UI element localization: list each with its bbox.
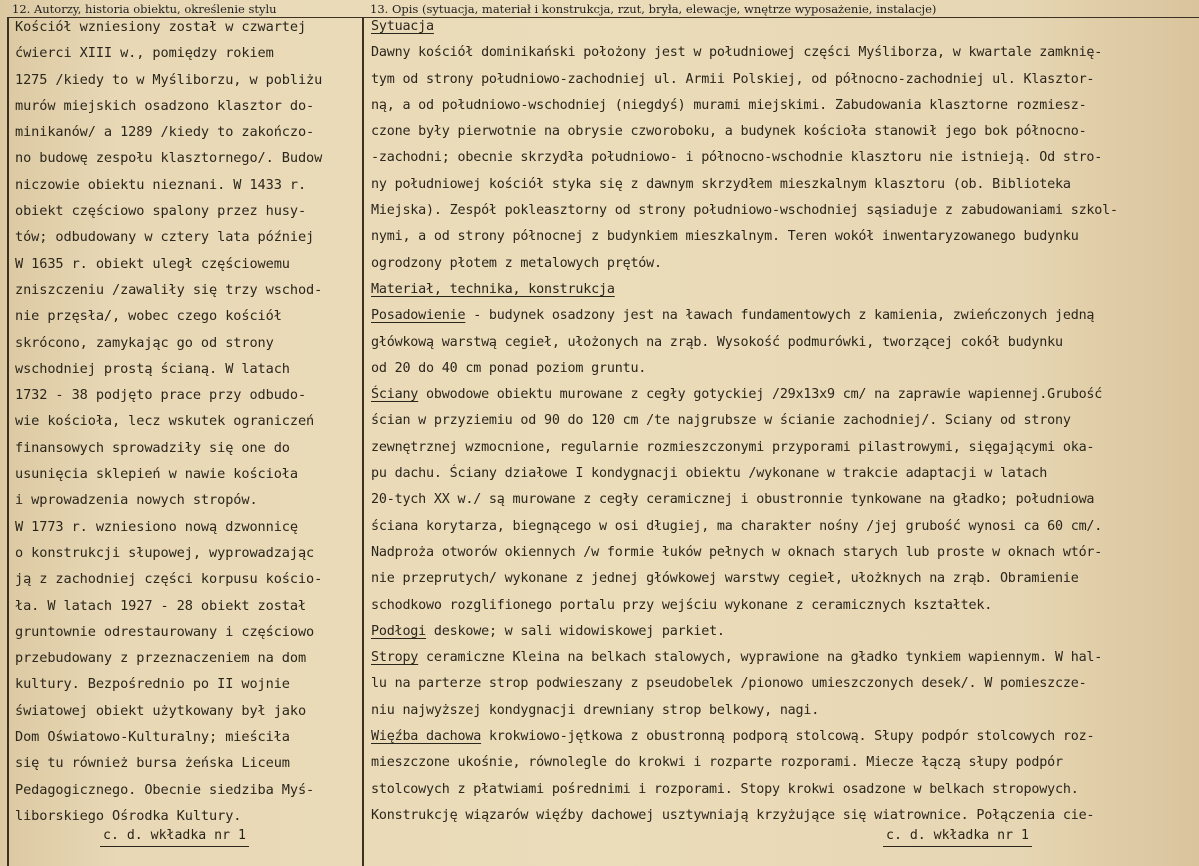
description-line xyxy=(371,145,1118,171)
description-text: Nadproża otworów okiennych /w formie łuków pełnych w oknach starych lub proste w oknach wtór- xyxy=(371,544,1103,560)
section-heading: Materiał, technika, konstrukcja xyxy=(371,281,615,297)
description-text: ściana korytarza, biegnącego w osi długiej, ma charakter nośny /jej grubość wynosi ca 60 cm/. xyxy=(371,518,1103,534)
section-heading: Stropy xyxy=(371,650,419,666)
description-text: nymi, a od strony północnej z budynkiem mieszkalnym. Teren wokół inwentaryzowanego budynku xyxy=(371,229,1079,245)
column-13-heading: 13. Opis (sytuacja, materiał i konstrukcja, rzut, bryła, elewacje, wnętrze wyposażenie, instalacje) xyxy=(370,2,937,16)
history-line: wie kościoła, lecz wskutek ograniczeń xyxy=(15,413,315,430)
history-line: nie przęsła/, wobec czego kościół xyxy=(15,308,282,325)
history-line: minikanów/ a 1289 /kiedy to zakończo- xyxy=(15,124,315,141)
description-line xyxy=(371,487,1118,513)
history-line: Kościół wzniesiony został w czwartej xyxy=(15,19,307,35)
description-line xyxy=(371,408,1118,434)
history-line: zniszczeniu /zawaliły się trzy wschod- xyxy=(15,281,323,298)
description-line xyxy=(371,172,1118,198)
history-line: 1732 - 38 podjęto prace przy odbudo- xyxy=(15,387,307,404)
footer-right-text: c. d. wkładka nr 1 xyxy=(883,828,1032,847)
footer-continuation-right xyxy=(883,828,1032,847)
description-text: lu na parterze strop podwieszany z pseudobelek /pionowo umieszczonych desek/. W pomieszcze- xyxy=(371,676,1087,692)
description-text: deskowe; w sali widowiskowej parkiet. xyxy=(426,623,725,639)
history-line: niczowie obiektu nieznani. W 1433 r. xyxy=(15,176,307,193)
history-line: Pedagogicznego. Obecnie siedziba Myś- xyxy=(15,781,315,798)
description-text: ną, a od południowo-wschodniej (niegdyś) murami miejskimi. Zabudowania klasztorne rozmiesz- xyxy=(371,97,1087,113)
description-text: krokwiowo-jętkowa z obustronną podporą stolcową. Słupy podpór stolcowych roz- xyxy=(481,729,1095,745)
description-line xyxy=(371,645,1118,671)
description-line xyxy=(371,40,1118,66)
description-line xyxy=(371,93,1118,119)
section-heading: Ściany xyxy=(371,387,419,403)
section-heading: Podłogi xyxy=(371,623,427,639)
description-text: ścian w przyziemiu od 90 do 120 cm /te najgrubsze w ścianie zachodniej/. Sciany od strony xyxy=(371,413,1071,429)
description-column xyxy=(371,14,1118,829)
description-text: stolcowych z płatwiami pośrednimi i rozporami. Stopy krokwi osadzone w belkach stropowych. xyxy=(371,781,1079,797)
history-line: W 1635 r. obiekt uległ częściowemu xyxy=(15,255,290,272)
description-line xyxy=(371,67,1118,93)
history-line: skrócono, zamykając go od strony xyxy=(15,334,274,351)
history-line: no budowę zespołu klasztornego/. Budow xyxy=(15,150,323,167)
description-text: ceramiczne Kleina na belkach stalowych, wyprawione na gładko tynkiem wapiennym. W hal- xyxy=(418,650,1103,666)
description-line xyxy=(371,698,1118,724)
description-line xyxy=(371,251,1118,277)
section-heading: Posadowienie xyxy=(371,308,466,324)
description-line xyxy=(371,461,1118,487)
history-line: i wprowadzenia nowych stropów. xyxy=(15,492,258,509)
footer-continuation-left xyxy=(100,828,249,847)
history-line: ją z zachodniej części korpusu kościo- xyxy=(15,571,323,588)
description-text: schodkowo rozglifionego portalu przy wejściu wykonane z ceramicznych kształtek. xyxy=(371,597,993,613)
history-line: się tu również bursa żeńska Liceum xyxy=(15,755,290,772)
description-text: pu dachu. Ściany działowe I kondygnacji obiektu /wykonane w trakcie adaptacji w latach xyxy=(371,466,1048,482)
description-line xyxy=(371,540,1118,566)
history-line: finansowych sprowadziły się one do xyxy=(15,439,290,456)
history-line: tów; odbudowany w cztery lata później xyxy=(15,229,315,246)
column-12-heading: 12. Autorzy, historia obiektu, określenie stylu xyxy=(12,2,277,16)
description-line xyxy=(371,382,1118,408)
history-line: obiekt częściowo spalony przez husy- xyxy=(15,203,307,220)
description-line xyxy=(371,750,1118,776)
description-line xyxy=(371,330,1118,356)
description-line xyxy=(371,593,1118,619)
history-line: usunięcia sklepień w nawie kościoła xyxy=(15,466,298,483)
section-heading: Więźba dachowa xyxy=(371,729,482,745)
description-text: czone były pierwotnie na obrysie czworoboku, a budynek kościoła stanowił jego bok północno- xyxy=(371,124,1087,140)
description-text: niu najwyższej kondygnacji drewniany strop belkowy, nagi. xyxy=(371,702,820,718)
history-line: gruntownie odrestaurowany i częściowo xyxy=(15,623,315,640)
description-text: ny południowej kościół styka się z dawnym skrzydłem mieszkalnym klasztoru (ob. Biblioteka xyxy=(371,176,1071,192)
history-line: ła. W latach 1927 - 28 obiekt został xyxy=(15,597,307,614)
description-text: mieszczone ukośnie, równolegle do krokwi i rozparte rozporami. Miecze łączą słupy podpór xyxy=(371,755,1063,771)
description-text: od 20 do 40 cm ponad poziom gruntu. xyxy=(371,360,647,376)
history-line: przebudowany z przeznaczeniem na dom xyxy=(15,650,307,667)
description-line xyxy=(371,14,1118,40)
description-text: główkową warstwą cegieł, ułożonych na zrąb. Wysokość podmurówki, tworzącej cokół budynku xyxy=(371,334,1063,350)
description-line xyxy=(371,356,1118,382)
description-line xyxy=(371,303,1118,329)
description-text: Dawny kościół dominikański położony jest w południowej części Myśliborza, w kwartale zamknię- xyxy=(371,45,1103,61)
description-text: Konstrukcję wiązarów więźby dachowej usztywniają krzyżujące się wiatrownice. Połączenia cie- xyxy=(371,807,1095,823)
description-text: zewnętrznej wzmocnione, regularnie rozmieszczonymi przyporami pilastrowymi, sięgającymi oka- xyxy=(371,439,1095,455)
history-line: kultury. Bezpośrednio po II wojnie xyxy=(15,676,290,693)
description-line xyxy=(371,119,1118,145)
footer-left-text: c. d. wkładka nr 1 xyxy=(100,828,249,847)
description-line xyxy=(371,277,1118,303)
left-margin-line xyxy=(7,18,9,866)
history-line: murów miejskich osadzono klasztor do- xyxy=(15,97,315,114)
description-text: nie przeprutych/ wykonane z jednej główkowej warstwy cegieł, ułożknych na zrąb. Obramienie xyxy=(371,571,1079,587)
description-line xyxy=(371,619,1118,645)
history-column xyxy=(15,14,322,829)
section-heading: Sytuacja xyxy=(371,19,434,34)
description-line xyxy=(371,671,1118,697)
description-text: tym od strony południowo-zachodniej ul. Armii Polskiej, od północno-zachodniej ul. Klasztor- xyxy=(371,71,1095,87)
description-line xyxy=(371,435,1118,461)
description-line xyxy=(371,803,1118,829)
description-text: -zachodni; obecnie skrzydła południowo- i północno-wschodnie klasztoru nie istnieją. Od stro- xyxy=(371,150,1103,166)
description-line xyxy=(371,514,1118,540)
description-text: ogrodzony płotem z metalowych prętów. xyxy=(371,255,662,271)
history-line: 1275 /kiedy to w Myśliborzu, w pobliżu xyxy=(15,71,323,88)
history-line: światowej obiekt użytkowany był jako xyxy=(15,702,307,719)
description-line xyxy=(371,198,1118,224)
history-line: ćwierci XIII w., pomiędzy rokiem xyxy=(15,45,274,62)
description-text: obwodowe obiektu murowane z cegły gotyckiej /29x13x9 cm/ na zaprawie wapiennej.Grubość xyxy=(418,387,1103,403)
history-line: liborskiego Ośrodka Kultury. xyxy=(15,807,242,824)
history-line: Dom Oświatowo-Kulturalny; mieściła xyxy=(15,729,290,746)
description-line xyxy=(371,724,1118,750)
description-text: Miejska). Zespół pokleasztorny od strony południowo-wschodniej sąsiaduje z zabudowaniami szkol- xyxy=(371,203,1118,219)
description-text: - budynek osadzony jest na ławach fundamentowych z kamienia, zwieńczonych jedną xyxy=(465,308,1095,324)
description-line xyxy=(371,777,1118,803)
description-line xyxy=(371,566,1118,592)
history-line: wschodniej prostą ścianą. W latach xyxy=(15,360,290,377)
history-line: o konstrukcji słupowej, wyprowadzając xyxy=(15,544,315,561)
column-divider-line xyxy=(362,18,364,866)
description-text: 20-tych XX w./ są murowane z cegły ceramicznej i obustronnie tynkowane na gładko; południowa xyxy=(371,492,1095,508)
description-line xyxy=(371,224,1118,250)
history-line: W 1773 r. wzniesiono nową dzwonnicę xyxy=(15,518,298,535)
